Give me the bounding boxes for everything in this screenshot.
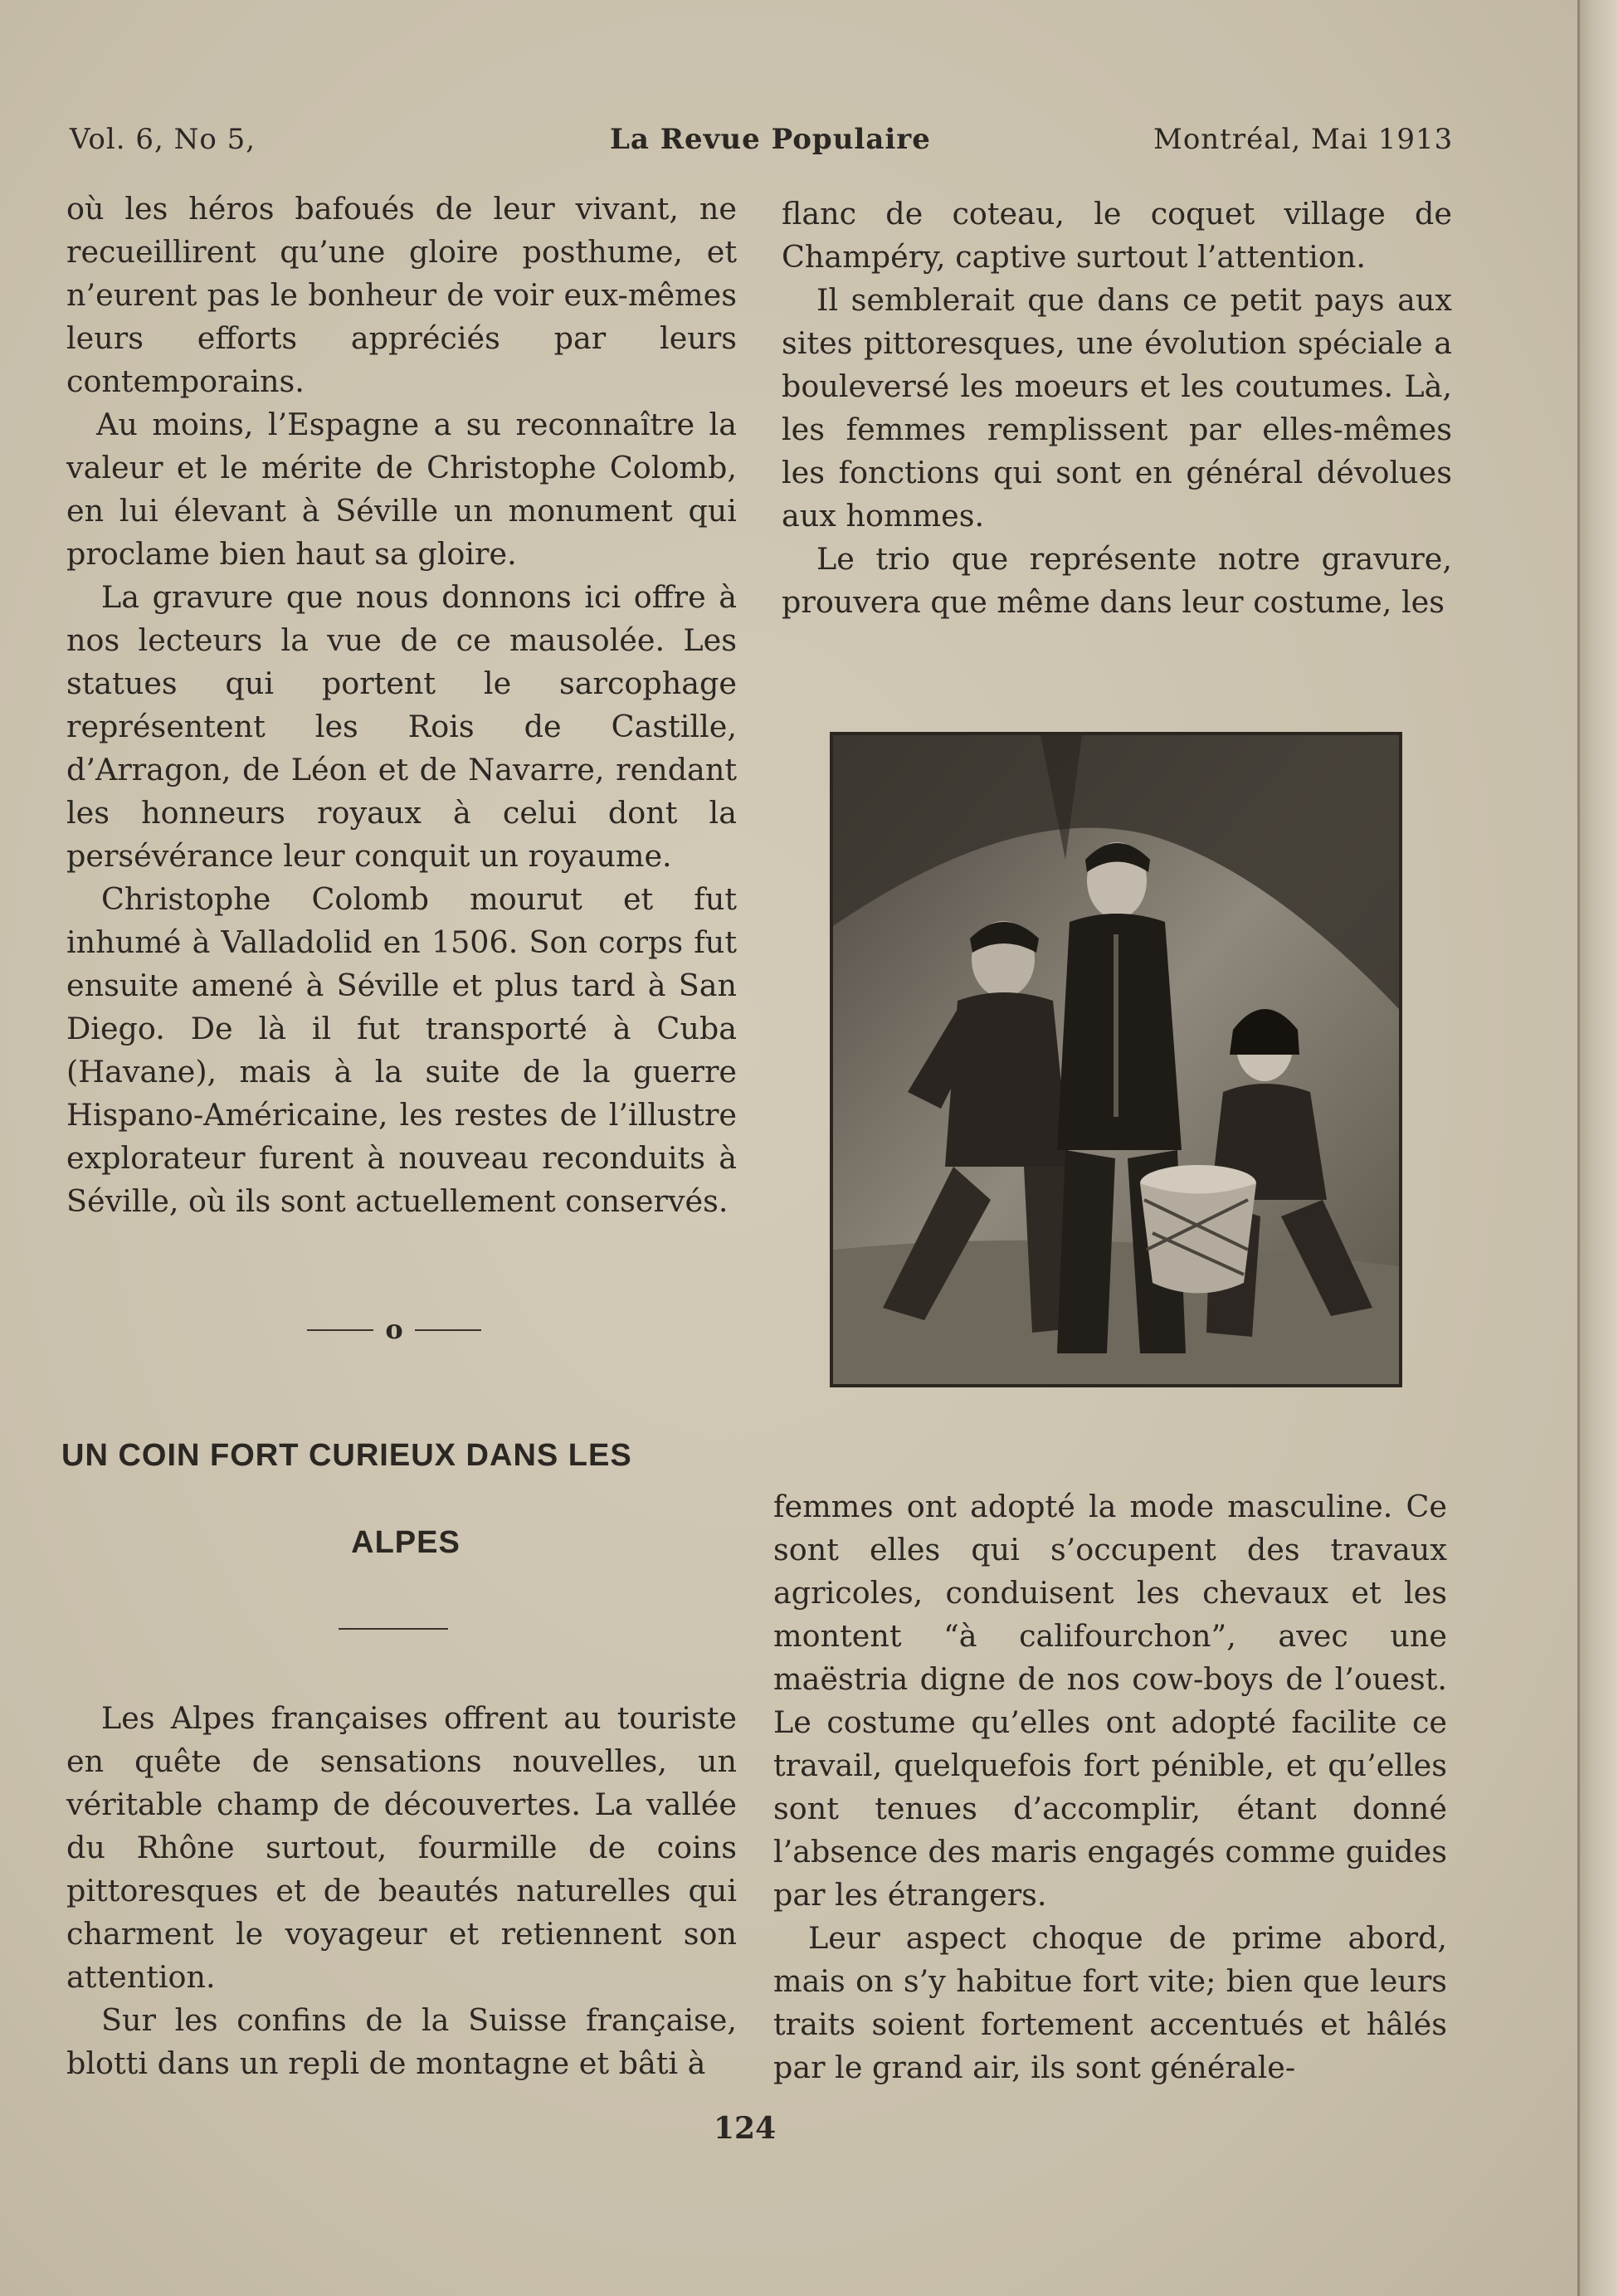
article2-left-column [66, 1697, 737, 2085]
page-edge [1577, 0, 1618, 2296]
article2-title-line-2: ALPES [351, 1525, 461, 1560]
separator-ornament: o [385, 1314, 403, 1345]
article2-right-column-bottom [773, 1485, 1447, 2089]
header-publication-title: La Revue Populaire [610, 123, 931, 156]
article2-right-column-top [782, 193, 1452, 624]
article1-paragraph-4: Christophe Colomb mourut et fut inhumé à Valladolid en 1506. Son corps fut ensuite amené à Séville et plus tard à San Diego. De là il fut transporté à Cuba (Havane), mais à la suite de la guerre Hispano-Américaine, les restes de l’illustre explorateur furent à nouveau reconduits à Séville, où ils sont actuellement conservés. [66, 881, 737, 1219]
title-rule [339, 1628, 448, 1630]
article2-right-paragraph-5: Leur aspect choque de prime abord, mais on s’y habitue fort vite; bien que leurs traits soient fortement accentués et hâlés par le grand air, ils sont générale- [773, 1920, 1447, 2085]
separator-line-right [415, 1329, 481, 1331]
article1-paragraph-3: La gravure que nous donnons ici offre à nos lecteurs la vue de ce mausolée. Les statues qui portent le sarcophage représentent les Rois de Castille, d’Arragon, de Léon et de Navarre, rendant les honneurs royaux à celui dont la persévérance leur conquit un royaume. [66, 579, 737, 874]
article2-right-paragraph-2: Il semblerait que dans ce petit pays aux sites pittoresques, une évolution spéciale a bouleversé les moeurs et les coutumes. Là, les femmes remplissent par elles-mêmes les fonctions qui sont en général dévolues aux hommes. [782, 282, 1452, 534]
article2-right-paragraph-3: Le trio que représente notre gravure, prouvera que même dans leur costume, les [782, 541, 1452, 620]
article2-right-paragraph-1: flanc de coteau, le coquet village de Champéry, captive surtout l’attention. [782, 196, 1452, 275]
header-volume: Vol. 6, No 5, [70, 123, 256, 156]
article2-left-paragraph-1: Les Alpes françaises offrent au touriste en quête de sensations nouvelles, un véritable champ de découvertes. La vallée du Rhône surtout, fourmille de coins pittoresques et de beautés naturelles qui charment le voyageur et retiennent son attention. [66, 1700, 737, 1995]
page-number: 124 [714, 2111, 777, 2146]
drum [1140, 1165, 1256, 1294]
article1-continued-text: où les héros bafoués de leur vivant, ne recueillirent qu’une gloire posthume, et n’eurent pas le bonheur de voir eux-mêmes leurs efforts appréciés par leurs contemporains. [66, 191, 737, 399]
article2-left-paragraph-2: Sur les confins de la Suisse française, blotti dans un repli de montagne et bâti à [66, 2002, 737, 2081]
article2-right-paragraph-4: femmes ont adopté la mode masculine. Ce sont elles qui s’occupent des travaux agricoles, conduisent les chevaux et les montent “à califourchon”, avec une maëstria digne de nos cow-boys de l’ouest. Le costume qu’elles ont adopté facilite ce travail, quelquefois fort pénible, et qu’elles sont tenues d’accomplir, étant donné l’absence des maris engagés comme guides par les étrangers. [773, 1489, 1447, 1913]
article2-title-line-1: UN COIN FORT CURIEUX DANS LES [61, 1438, 632, 1473]
section-separator [307, 1313, 481, 1346]
article1-column [66, 188, 737, 1223]
article1-paragraph-2: Au moins, l’Espagne a su reconnaître la valeur et le mérite de Christophe Colomb, en lui élevant à Séville un monument qui proclame bien haut sa gloire. [66, 407, 737, 572]
engraving-photo [830, 732, 1402, 1387]
header-place-date: Montréal, Mai 1913 [1153, 123, 1454, 156]
engraving-illustration [833, 735, 1399, 1384]
